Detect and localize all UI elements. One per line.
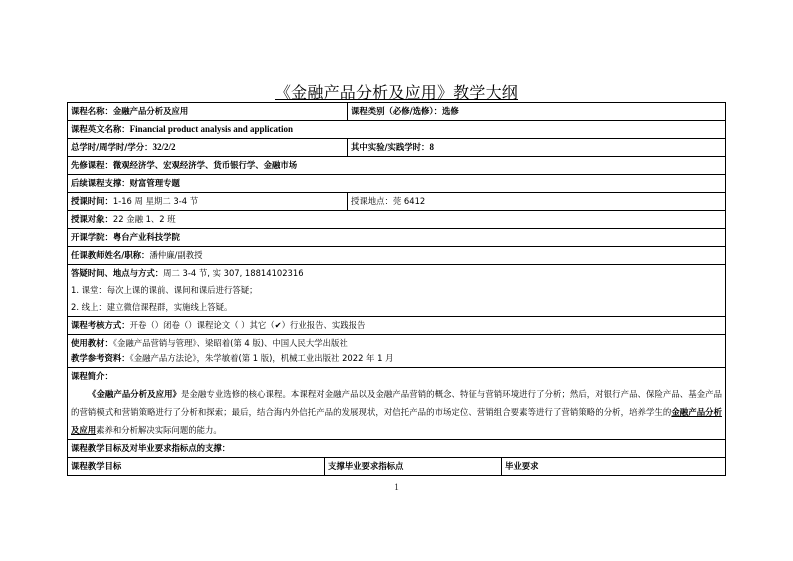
row-course-name — [68, 103, 725, 120]
lab-hours-label: 其中实验/实践学时： — [351, 142, 430, 152]
textbook-value: 《金融产品营销与管理》、梁昭着(第 4 版)、中国人民大学出版社 — [112, 338, 348, 348]
course-type-label: 课程类别（必修/选修）： — [351, 106, 442, 116]
course-name-label: 课程名称： — [71, 106, 113, 116]
objectives-header-label: 课程教学目标及对毕业要求指标点的支撑： — [71, 443, 231, 453]
row-audience — [68, 210, 725, 228]
prerequisites-value: 微观经济学、宏观经济学、货币银行学、金融市场 — [112, 160, 298, 170]
column-header-requirements: 毕业要求 — [501, 458, 725, 475]
reference-label: 教学参考资料： — [71, 353, 130, 363]
schedule-value: 1-16 周 星期二 3-4 节 — [112, 196, 199, 206]
prerequisites-cell — [68, 157, 725, 174]
syllabus-table — [67, 102, 726, 476]
qa-cell — [68, 265, 725, 316]
qa-header-line — [71, 265, 722, 282]
reference-value: 《金融产品方法论》，朱学敏着(第 1 版)，机械工业出版社 2022 年 1 月 — [129, 353, 394, 363]
lab-hours-value: 8 — [429, 142, 434, 152]
course-type-cell — [347, 103, 725, 120]
qa-line-2: 2. 线上：建立微信课程群，实施线上答疑。 — [71, 302, 233, 312]
row-intro — [68, 367, 725, 439]
instructor-value: 潘仲廉/副教授 — [149, 250, 203, 260]
intro-text-1: 是金融专业选修的核心课程。本课程对金融产品以及金融产品营销的概念、特征与营销环境进行了分析；然后，对银行产品、保险产品、基金产品的营销模式和营销策略进行了分析和探索；最后，结合海内外信托产品的发展现状，对信托产品的市场定位、营销组合要素等进行了营销策略的分析，培养学生的 — [71, 389, 722, 417]
intro-paragraph — [71, 385, 722, 439]
row-qa — [68, 264, 725, 316]
assessment-label: 课程考核方式： — [71, 320, 130, 330]
row-instructor — [68, 246, 725, 264]
row-college — [68, 228, 725, 246]
assessment-value: 开卷（）闭卷（）课程论文（ ）其它（✔）行业报告、实践报告 — [129, 320, 366, 330]
row-schedule — [68, 192, 725, 210]
location-cell — [347, 193, 725, 210]
english-name-value: Financial product analysis and application — [129, 124, 294, 134]
college-value: 粤台产业科技学院 — [112, 232, 180, 242]
row-english-name — [68, 120, 725, 138]
assessment-cell — [68, 317, 725, 334]
materials-cell — [68, 335, 725, 367]
english-name-cell — [68, 121, 725, 138]
college-label: 开课学院： — [71, 232, 113, 242]
page-number: 1 — [394, 482, 399, 492]
column-header-objectives: 课程教学目标 — [71, 461, 122, 471]
instructor-cell — [68, 247, 725, 264]
follow-up-value: 财富管理专题 — [129, 178, 180, 188]
reference-line — [71, 351, 722, 366]
prerequisites-label: 先修课程： — [71, 160, 113, 170]
row-objectives-columns — [68, 457, 725, 475]
english-name-label: 课程英文名称： — [71, 124, 130, 134]
schedule-label: 授课时间： — [71, 196, 113, 206]
audience-label: 授课对象： — [71, 214, 113, 224]
intro-label: 课程简介： — [71, 371, 113, 381]
objectives-header-cell — [68, 440, 725, 457]
audience-cell — [68, 211, 725, 228]
intro-emphasis: 金融产品分析及应用 — [71, 407, 722, 435]
intro-bold-title: 《金融产品分析及应用》 — [88, 389, 181, 399]
row-materials — [68, 334, 725, 367]
qa-value: 周二 3-4 节, 实 307, 18814102316 — [163, 268, 304, 278]
audience-value: 22 金融 1、2 班 — [112, 214, 176, 224]
textbook-label: 使用教材： — [71, 338, 113, 348]
hours-cell — [68, 139, 347, 156]
qa-line-1: 1. 课堂：每次上课的课前、课间和课后进行答疑； — [71, 285, 258, 295]
document-title: 《金融产品分析及应用》教学大纲 — [274, 83, 518, 102]
textbook-line — [71, 336, 722, 351]
location-label: 授课地点： — [351, 196, 393, 206]
row-follow-up — [68, 174, 725, 192]
hours-label: 总学时/周学时/学分： — [71, 142, 153, 152]
lab-hours-cell — [347, 139, 725, 156]
column-header-indicators: 支撑毕业要求指标点 — [324, 458, 501, 475]
instructor-label: 任课教师姓名/职称： — [71, 250, 150, 260]
row-prerequisites — [68, 156, 725, 174]
intro-text-2: 素养和分析解决实际问题的能力。 — [96, 425, 222, 435]
row-assessment — [68, 316, 725, 334]
location-value: 莞 6412 — [392, 196, 426, 206]
course-name-value: 金融产品分析及应用 — [112, 106, 189, 116]
course-type-value: 选修 — [442, 106, 459, 116]
intro-cell — [68, 368, 725, 439]
follow-up-label: 后续课程支撑： — [71, 178, 130, 188]
follow-up-cell — [68, 175, 725, 192]
hours-value: 32/2/2 — [152, 142, 176, 152]
college-cell — [68, 229, 725, 246]
row-hours — [68, 138, 725, 156]
row-objectives-header — [68, 439, 725, 457]
qa-label: 答疑时间、地点与方式： — [71, 268, 164, 278]
course-name-cell — [68, 103, 347, 120]
schedule-cell — [68, 193, 347, 210]
